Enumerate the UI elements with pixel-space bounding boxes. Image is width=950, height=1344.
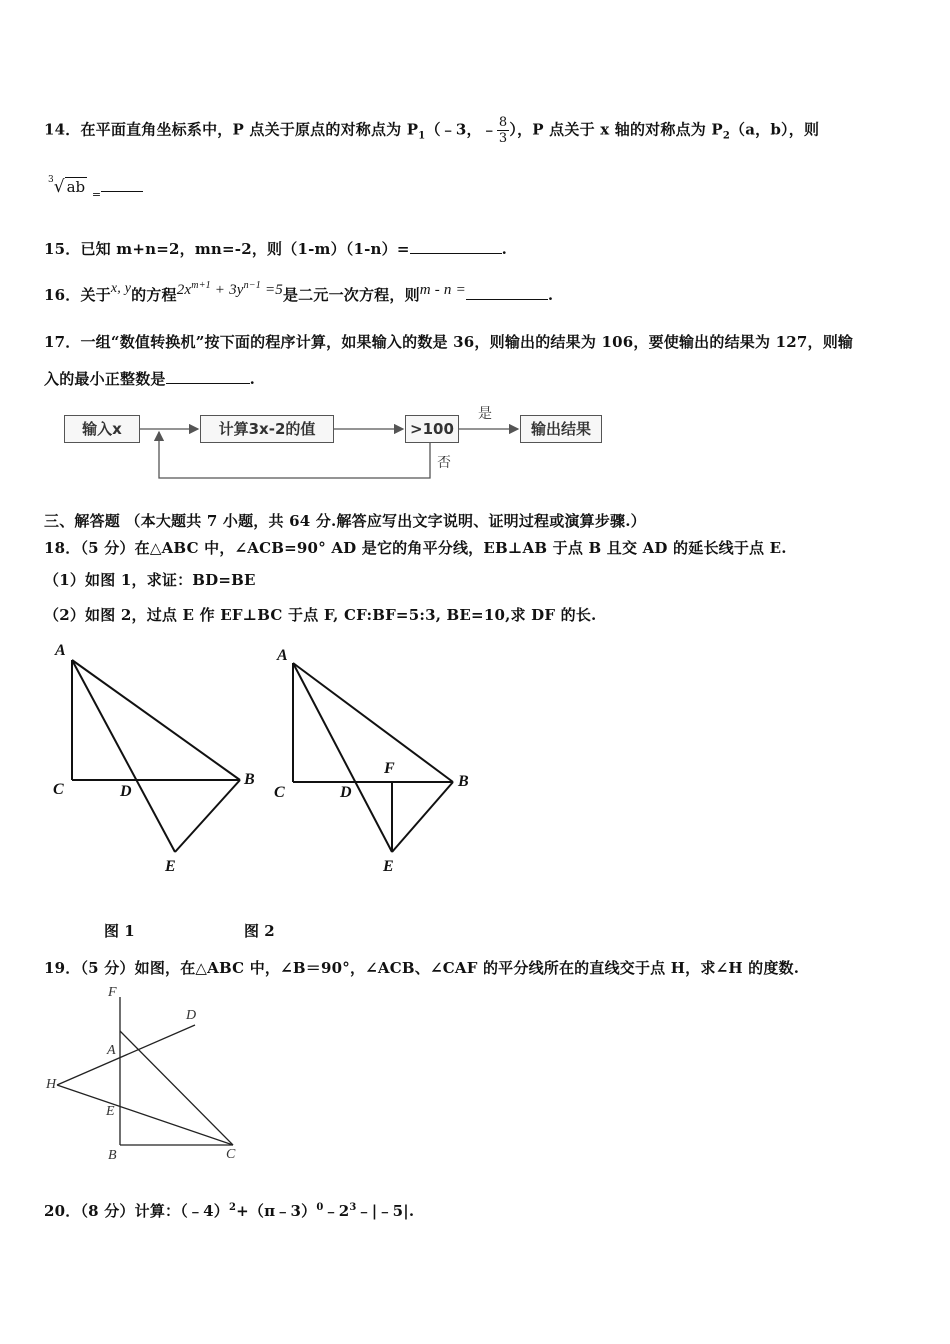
flow-no-label: 否: [437, 455, 451, 471]
q18-stem: 18．（5 分）在△ABC 中，∠ACB=90° AD 是它的角平分线，EB⊥AB 于点 B 且交 AD 的延长线于点 E.: [44, 539, 787, 557]
q16-equation: $2x^{m+1} + 3y^{n-1} =5$: [176, 280, 283, 298]
answer-blank-15[interactable]: [410, 239, 502, 254]
radical-sign: √: [53, 177, 65, 197]
figure-1: [40, 640, 270, 890]
q19-label-B: B: [108, 1148, 117, 1163]
fig1-label-B: B: [244, 771, 255, 788]
flow-condition-box: >100: [405, 415, 459, 443]
answer-blank-14[interactable]: [101, 177, 143, 192]
q19-stem: 19．（5 分）如图，在△ABC 中，∠B＝90°，∠ACB、∠CAF 的平分线所在的直线交于点 H，求∠H 的度数.: [44, 959, 800, 977]
q14-line2: $^3$√ ab $_=$: [48, 177, 143, 197]
q15: 15．已知 m+n=2，mn=-2，则（1-m）（1-n）= .: [44, 240, 508, 258]
fig2-label-C: C: [274, 784, 285, 801]
fig2-label-D: D: [340, 784, 352, 801]
fig2-caption: 图 2: [244, 922, 275, 940]
section-3-title: 三、解答题 （本大题共 7 小题，共 64 分.解答应写出文字说明、证明过程或演算步骤.）: [44, 512, 646, 530]
fig1-label-A: A: [55, 642, 66, 659]
q16: 16．关于x, y的方程$2x^{m+1} + 3y^{n-1} =5$是二元一次方程，则m - n = .: [44, 280, 554, 304]
fig1-label-E: E: [165, 858, 176, 875]
q20: 20．（8 分）计算：$(﹣4)^2+(\pi﹣3)^0﹣2^3﹣|﹣5|$.: [44, 1202, 415, 1220]
flow-yes-label: 是: [478, 406, 492, 422]
fig2-label-A: A: [277, 647, 288, 664]
fig2-label-F: F: [384, 760, 395, 777]
q19-label-D: D: [186, 1008, 197, 1023]
fig2-label-E: E: [383, 858, 394, 875]
q14-line1: 14．在平面直角坐标系中，P 点关于原点的对称点为 $P_1(﹣3$，﹣ $\frac{8}{3}$ ），P 点关于 x 轴的对称点为 $P_2(a$，b），则: [44, 115, 820, 146]
figure-q19: [40, 985, 260, 1170]
q19-label-F: F: [108, 985, 117, 1000]
answer-blank-16[interactable]: [466, 285, 548, 300]
flow-output-box: 输出结果: [520, 415, 602, 443]
q19-label-H: H: [46, 1077, 57, 1092]
q17-line1: 17．一组“数值转换机”按下面的程序计算，如果输入的数是 36，则输出的结果为 106，要使输出的结果为 127，则输: [44, 333, 854, 351]
q19-label-A: A: [107, 1043, 116, 1058]
q19-label-C: C: [226, 1147, 236, 1162]
figure-2: [260, 640, 490, 890]
q18-part1: （1）如图 1，求证：BD=BE: [44, 571, 256, 589]
q18-part2: （2）如图 2，过点 E 作 EF⊥BC 于点 F, CF:BF=5:3, BE=10,求 DF 的长.: [44, 606, 597, 624]
flow-compute-box: 计算3x-2的值: [200, 415, 334, 443]
fig1-label-D: D: [120, 783, 132, 800]
fig1-caption: 图 1: [104, 922, 135, 940]
q17-line2: 入的最小正整数是 .: [44, 370, 256, 388]
fig1-label-C: C: [53, 781, 64, 798]
flow-input-box: 输入x: [64, 415, 140, 443]
answer-blank-17[interactable]: [166, 369, 250, 384]
fig2-label-B: B: [458, 773, 469, 790]
fraction-8-3: $\frac{8}{3}$: [498, 115, 508, 146]
q19-label-E: E: [106, 1104, 115, 1119]
